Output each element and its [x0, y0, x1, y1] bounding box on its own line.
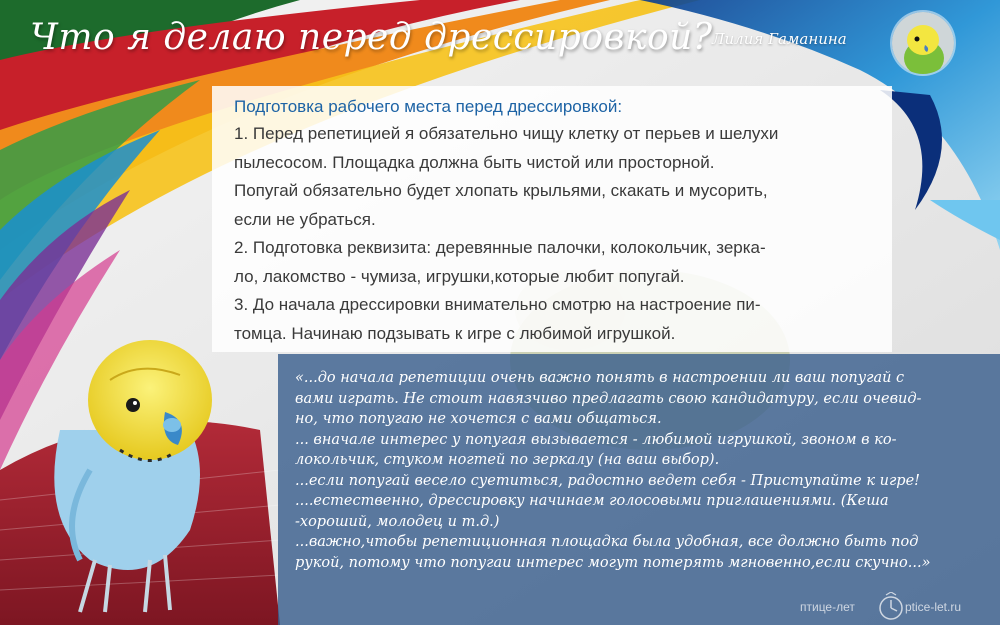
- parrot-avatar-icon: [892, 12, 954, 74]
- quote-line: локольчик, стуком ногтей по зеркалу (на ваш выбор).: [295, 452, 720, 468]
- preparation-line: 3. До начала дрессировки внимательно смотрю на настроение пи-: [234, 295, 761, 314]
- author-avatar: [892, 12, 954, 74]
- clock-icon: [878, 592, 904, 622]
- author-name: Лилия Гаманина: [712, 30, 847, 48]
- preparation-line: 1. Перед репетицией я обязательно чищу клетку от перьев и шелухи: [234, 124, 779, 143]
- quote-line: -хороший, молодец и т.д.): [295, 513, 500, 530]
- quote-line: ... вначале интерес у попугая вызывается - любимой игрушкой, звоном в ко-: [295, 431, 897, 448]
- quote-line: но, что попугаю не хочется с вами общаться.: [295, 411, 662, 427]
- preparation-line: если не убраться.: [234, 209, 376, 229]
- quote-panel: [278, 354, 1000, 625]
- preparation-heading: Подготовка рабочего места перед дрессировкой:: [234, 97, 623, 116]
- preparation-line: 2. Подготовка реквизита: деревянные палочки, колокольчик, зерка-: [234, 238, 766, 257]
- logo-text-cyrillic: птице-лет: [800, 600, 855, 614]
- preparation-line: ло, лакомство - чумиза, игрушки,которые любит попугай.: [234, 266, 685, 286]
- quote-line: ...важно,чтобы репетиционная площадка была удобная, все должно быть под: [295, 534, 919, 550]
- preparation-line: пылесосом. Площадка должна быть чистой или просторной.: [234, 152, 715, 172]
- preparation-line: томца. Начинаю подзывать к игре с любимой игрушкой.: [234, 323, 676, 343]
- quote-line: рукой, потому что попугаи интерес могут потерять мгновенно,если скучно...»: [295, 554, 931, 571]
- page-title: Что я делаю перед дрессировкой?: [30, 17, 713, 58]
- quote-line: вами играть. Не стоит навязчиво предлагать свою кандидатуру, если очевид-: [295, 390, 922, 407]
- preparation-line: Попугай обязательно будет хлопать крыльями, скакать и мусорить,: [234, 181, 768, 200]
- quote-line: «...до начала репетиции очень важно понять в настроении ли ваш попугай с: [295, 370, 905, 386]
- quote-line: ....естественно, дрессировку начинаем голосовыми приглашениями. (Кеша: [295, 493, 889, 509]
- quote-line: ...если попугай весело суетиться, радостно ведет себя - Приступайте к игре!: [295, 472, 920, 489]
- site-logo: [800, 592, 990, 622]
- logo-text-domain: ptice-let.ru: [905, 600, 962, 614]
- preparation-panel: [212, 86, 892, 352]
